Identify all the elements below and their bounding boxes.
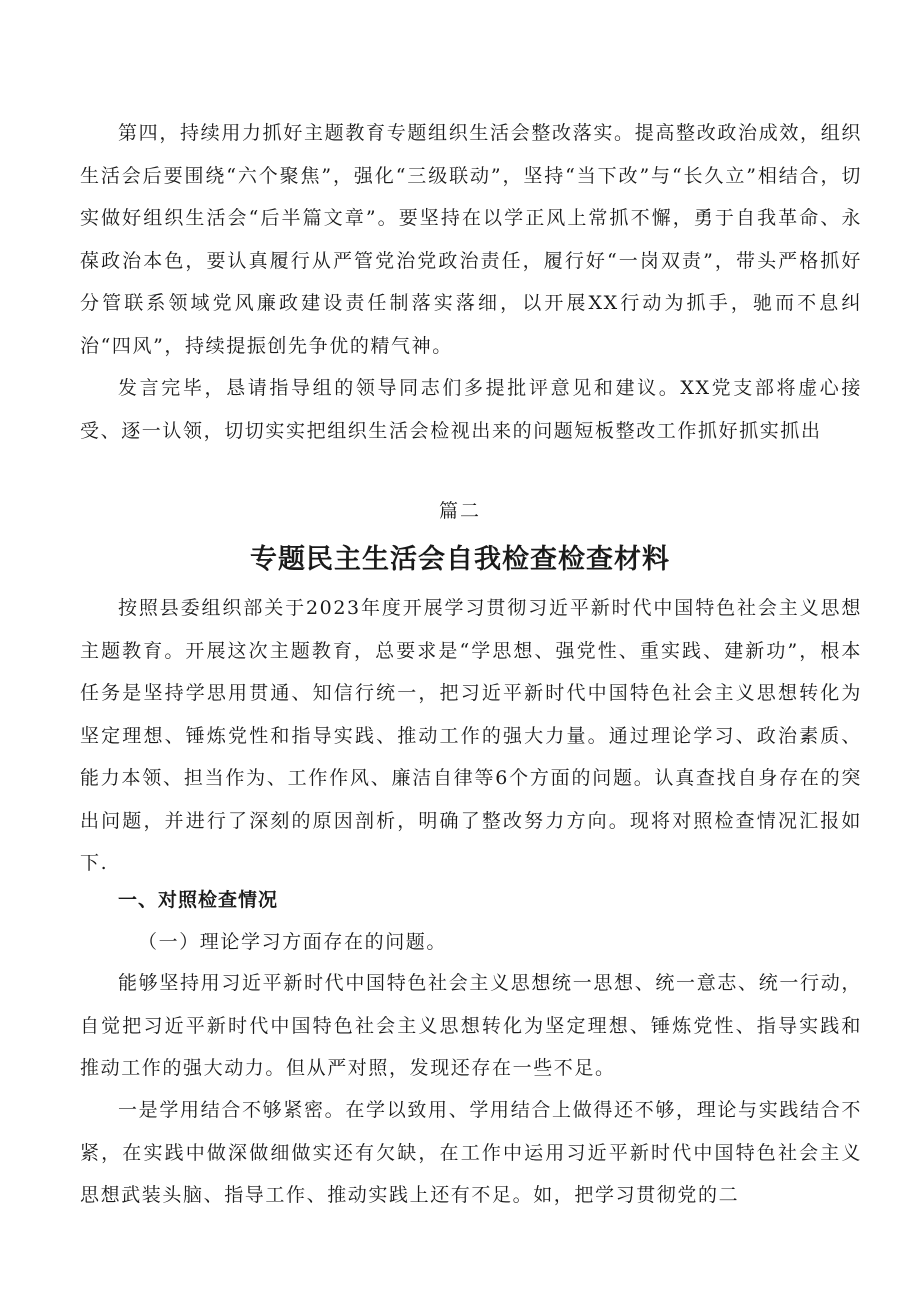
paragraph-first-issue: 一是学用结合不够紧密。在学以致用、学用结合上做得还不够，理论与实践结合不紧，在实践中做深做细做实还有欠缺，在工作中运用习近平新时代中国特色社会主义思想武装头脑、指导工作、推动实践上还有不足。如，把学习贯彻党的二: [80, 1099, 862, 1206]
paragraph-closing-remarks: 发言完毕，恳请指导组的领导同志们多提批评意见和建议。XX党支部将虚心接受、逐一认领，切切实实把组织生活会检视出来的问题短板整改工作抓好抓实抓出: [80, 377, 862, 442]
paragraph-theory-study: 能够坚持用习近平新时代中国特色社会主义思想统一思想、统一意志、统一行动，自觉把习近平新时代中国特色社会主义思想转化为坚定理想、锤炼党性、指导实践和推动工作的强大动力。但从严对照，发现还存在一些不足。: [80, 972, 862, 1079]
subheading-theory-study: （一）理论学习方面存在的问题。: [138, 931, 448, 953]
heading-comparison-check: 一、对照检查情况: [118, 889, 279, 911]
document-title: 专题民主生活会自我检查检查材料: [250, 544, 670, 575]
paragraph-introduction: 按照县委组织部关于2023年度开展学习贯彻习近平新时代中国特色社会主义思想主题教育。开展这次主题教育，总要求是“学思想、强党性、重实践、建新功”，根本任务是坚持学思用贯通、知信行统一，把习近平新时代中国特色社会主义思想转化为坚定理想、锤炼党性和指导实践、推动工作的强大力量。通过理论学习、政治素质、能力本领、担当作为、工作作风、廉洁自律等6个方面的问题。认真查找自身存在的突出问题，并进行了深刻的原因剖析，明确了整改努力方向。现将对照检查情况汇报如下.: [80, 597, 862, 874]
section-label: 篇二: [438, 500, 481, 522]
paragraph-fourth-point: 第四，持续用力抓好主题教育专题组织生活会整改落实。提高整改政治成效，组织生活会后要围绕“六个聚焦”，强化“三级联动”，坚持“当下改”与“长久立”相结合，切实做好组织生活会“后半篇文章”。要坚持在以学正风上常抓不懈，勇于自我革命、永葆政治本色，要认真履行从严管党治党政治责任，履行好“一岗双责”，带头严格抓好分管联系领域党风廉政建设责任制落实落细，以开展XX行动为抓手，驰而不息纠治“四风”，持续提振创先争优的精气神。: [80, 122, 862, 357]
